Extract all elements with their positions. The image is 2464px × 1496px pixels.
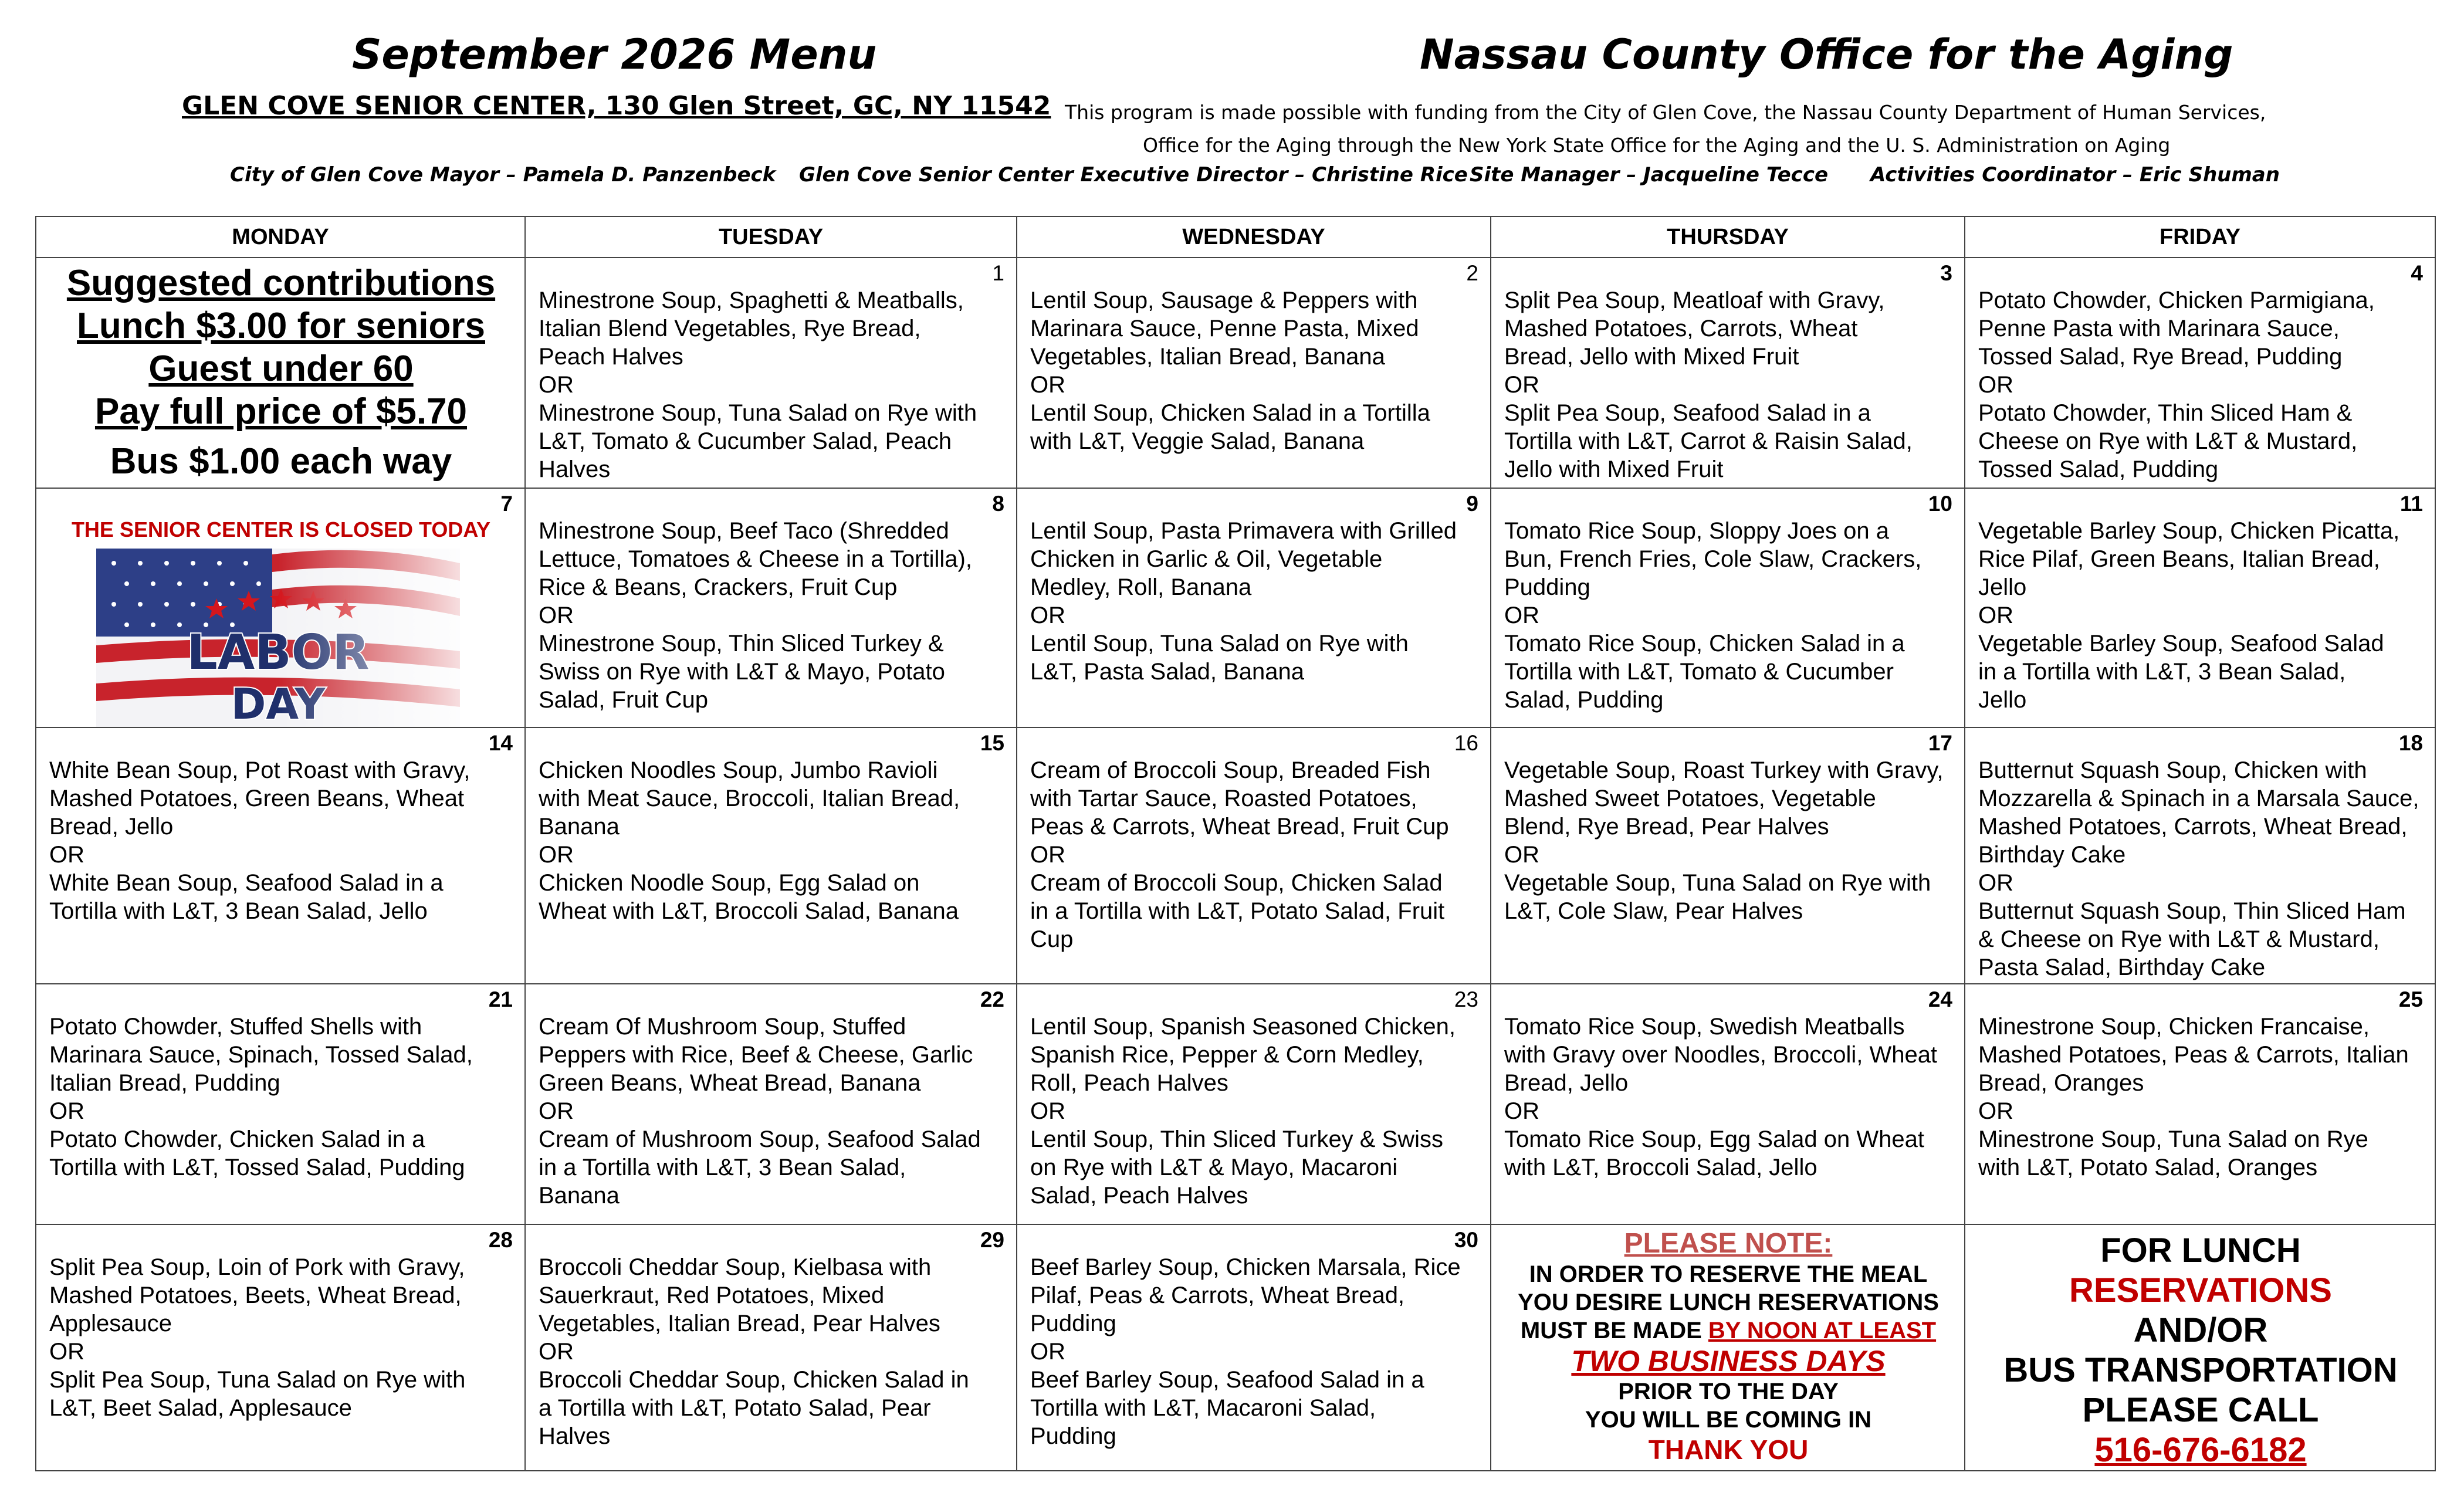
menu-line: Lentil Soup, Spanish Seasoned Chicken, <box>1030 1014 1456 1040</box>
menu-line: Mashed Potatoes, Carrots, Wheat <box>1504 316 1858 341</box>
menu-line: Jello <box>1978 687 2027 713</box>
menu-line: Jello <box>1978 574 2027 600</box>
menu-line: Rice & Beans, Crackers, Fruit Cup <box>539 574 898 600</box>
menu-line: Broccoli Cheddar Soup, Kielbasa with <box>539 1254 932 1280</box>
menu-line: Potato Chowder, Stuffed Shells with <box>49 1014 422 1040</box>
or-separator: OR <box>1030 372 1065 398</box>
menu-line: Lentil Soup, Thin Sliced Turkey & Swiss <box>1030 1126 1444 1152</box>
day-cell-11 <box>1965 488 2435 727</box>
day-cell-25 <box>1965 984 2435 1224</box>
day-cell-18 <box>1965 727 2435 984</box>
menu-line: Swiss on Rye with L&T & Mayo, Potato <box>539 659 945 685</box>
menu-line: Cheese on Rye with L&T & Mustard, <box>1978 428 2358 454</box>
phone-number-link[interactable]: 516-676-6182 <box>2094 1431 2307 1469</box>
menu-line: Cream of Broccoli Soup, Breaded Fish <box>1030 757 1431 783</box>
menu-line: Pasta Salad, Birthday Cake <box>1978 955 2266 980</box>
menu-line: Salad, Peach Halves <box>1030 1183 1248 1209</box>
menu-line: Lentil Soup, Sausage & Peppers with <box>1030 287 1418 313</box>
menu-line: Mashed Sweet Potatoes, Vegetable <box>1504 786 1876 811</box>
funding-line-1: This program is made possible with funding from the City of Glen Cove, the Nassau County Department of Human Services, <box>1065 101 2266 124</box>
note-deadline: BY NOON AT LEAST <box>1708 1318 1937 1343</box>
day-number: 4 <box>2411 261 2423 285</box>
menu-line: Applesauce <box>49 1311 172 1336</box>
or-separator: OR <box>1030 1339 1065 1365</box>
menu-line: Medley, Roll, Banana <box>1030 574 1252 600</box>
day-cell-21 <box>36 984 525 1224</box>
menu-line: Mashed Potatoes, Peas & Carrots, Italian <box>1978 1042 2409 1068</box>
menu-line: Banana <box>539 1183 620 1209</box>
menu-line: L&T, Tomato & Cucumber Salad, Peach <box>539 428 952 454</box>
contributions-bus-fare: Bus $1.00 each way <box>110 441 452 482</box>
menu-line: Split Pea Soup, Tuna Salad on Rye with <box>49 1367 466 1393</box>
day-cell-29 <box>525 1224 1017 1471</box>
menu-line: Tossed Salad, Pudding <box>1978 456 2219 482</box>
menu-line: Vegetable Barley Soup, Seafood Salad <box>1978 631 2384 656</box>
or-separator: OR <box>1504 1098 1539 1124</box>
menu-line: Vegetables, Italian Bread, Banana <box>1030 344 1385 370</box>
day-number: 7 <box>500 492 513 516</box>
menu-line: Tortilla with L&T, Tossed Salad, Pudding <box>49 1155 465 1180</box>
menu-line: Mozzarella & Spinach in a Marsala Sauce, <box>1978 786 2419 811</box>
menu-line: Chicken Noodles Soup, Jumbo Ravioli <box>539 757 938 783</box>
call-info-cell <box>1965 1224 2435 1471</box>
menu-calendar <box>35 216 2436 1471</box>
funding-line-2: Office for the Aging through the New York State Office for the Aging and the U. S. Administration on Aging <box>1143 134 2171 157</box>
menu-line: Split Pea Soup, Seafood Salad in a <box>1504 400 1871 426</box>
menu-line: Marinara Sauce, Spinach, Tossed Salad, <box>49 1042 473 1068</box>
menu-line: Lentil Soup, Tuna Salad on Rye with <box>1030 631 1409 656</box>
note-thank-you: THANK YOU <box>1648 1434 1809 1465</box>
menu-line: Tomato Rice Soup, Swedish Meatballs <box>1504 1014 1905 1040</box>
menu-line: Potato Chowder, Thin Sliced Ham & <box>1978 400 2353 426</box>
menu-line: White Bean Soup, Pot Roast with Gravy, <box>49 757 471 783</box>
weekday-header: THURSDAY <box>1491 216 1965 258</box>
or-separator: OR <box>1504 842 1539 868</box>
menu-line: Beef Barley Soup, Seafood Salad in a <box>1030 1367 1424 1393</box>
week-row <box>36 984 2435 1224</box>
day-cell-15 <box>525 727 1017 984</box>
menu-line: Split Pea Soup, Loin of Pork with Gravy, <box>49 1254 465 1280</box>
call-reservations: RESERVATIONS <box>2069 1271 2332 1309</box>
call-line: AND/OR <box>2133 1311 2268 1349</box>
day-number: 30 <box>1454 1228 1478 1252</box>
menu-line: Italian Bread, Pudding <box>49 1070 280 1096</box>
day-cell-8 <box>525 488 1017 727</box>
menu-line: Peach Halves <box>539 344 683 370</box>
day-number: 18 <box>2398 731 2423 755</box>
menu-line: Green Beans, Wheat Bread, Banana <box>539 1070 921 1096</box>
reservation-note-cell <box>1491 1224 1965 1471</box>
menu-line: Roll, Peach Halves <box>1030 1070 1228 1096</box>
menu-line: Salad, Fruit Cup <box>539 687 709 713</box>
menu-line: Tossed Salad, Rye Bread, Pudding <box>1978 344 2343 370</box>
or-separator: OR <box>539 1098 574 1124</box>
closed-notice: THE SENIOR CENTER IS CLOSED TODAY <box>71 517 491 541</box>
day-number: 21 <box>488 987 513 1011</box>
weekday-header: WEDNESDAY <box>1017 216 1491 258</box>
menu-line: in a Tortilla with L&T, 3 Bean Salad, <box>1978 659 2346 685</box>
menu-line: Tomato Rice Soup, Egg Salad on Wheat <box>1504 1126 1924 1152</box>
or-separator: OR <box>1978 1098 2013 1124</box>
menu-line: Beef Barley Soup, Chicken Marsala, Rice <box>1030 1254 1461 1280</box>
menu-line: & Cheese on Rye with L&T & Mustard, <box>1978 926 2380 952</box>
or-separator: OR <box>1030 603 1065 628</box>
day-cell-7-closed <box>36 488 525 727</box>
menu-line: Mashed Potatoes, Carrots, Wheat Bread, <box>1978 814 2408 840</box>
or-separator: OR <box>49 842 84 868</box>
note-heading: PLEASE NOTE: <box>1624 1228 1833 1259</box>
menu-line: Butternut Squash Soup, Chicken with <box>1978 757 2367 783</box>
or-separator: OR <box>1504 603 1539 628</box>
menu-line: Bread, Jello with Mixed Fruit <box>1504 344 1799 370</box>
menu-line: Minestrone Soup, Beef Taco (Shredded <box>539 518 949 544</box>
menu-line: with L&T, Veggie Salad, Banana <box>1030 428 1365 454</box>
menu-line: Mashed Potatoes, Green Beans, Wheat <box>49 786 465 811</box>
day-number: 24 <box>1928 987 1952 1011</box>
menu-line: Penne Pasta with Marinara Sauce, <box>1978 316 2340 341</box>
menu-line: Minestrone Soup, Tuna Salad on Rye <box>1978 1126 2368 1152</box>
day-cell-30 <box>1017 1224 1491 1471</box>
week-row <box>36 727 2435 984</box>
menu-line: Broccoli Cheddar Soup, Chicken Salad in <box>539 1367 969 1393</box>
day-number: 10 <box>1928 492 1952 516</box>
menu-line: in a Tortilla with L&T, Potato Salad, Fruit <box>1030 898 1445 924</box>
menu-line: with L&T, Broccoli Salad, Jello <box>1504 1155 1817 1180</box>
menu-line: Bread, Jello <box>49 814 174 840</box>
menu-line: Halves <box>539 456 611 482</box>
day-number: 9 <box>1466 492 1478 516</box>
day-cell-1 <box>525 258 1017 488</box>
weekday-header: TUESDAY <box>525 216 1017 258</box>
note-line: IN ORDER TO RESERVE THE MEAL <box>1529 1261 1928 1287</box>
day-number: 14 <box>488 731 513 755</box>
menu-line: White Bean Soup, Seafood Salad in a <box>49 870 444 896</box>
menu-line: Marinara Sauce, Penne Pasta, Mixed <box>1030 316 1419 341</box>
menu-line: Pilaf, Peas & Carrots, Wheat Bread, <box>1030 1282 1405 1308</box>
menu-line: Sauerkraut, Red Potatoes, Mixed <box>539 1282 885 1308</box>
week-row <box>36 488 2435 727</box>
day-number: 23 <box>1454 987 1478 1011</box>
menu-line: Pudding <box>1030 1311 1116 1336</box>
menu-line: Tortilla with L&T, Macaroni Salad, <box>1030 1395 1376 1421</box>
menu-line: Jello with Mixed Fruit <box>1504 456 1724 482</box>
day-number: 11 <box>2399 492 2423 516</box>
note-line <box>1504 1316 1952 1345</box>
day-cell-2 <box>1017 258 1491 488</box>
note-line: PRIOR TO THE DAY <box>1618 1379 1839 1404</box>
contributions-heading: Suggested contributions <box>66 263 496 303</box>
day-cell-17 <box>1491 727 1965 984</box>
day-cell-4 <box>1965 258 2435 488</box>
menu-line: Peppers with Rice, Beef & Cheese, Garlic <box>539 1042 973 1068</box>
day-number: 1 <box>992 261 1004 285</box>
menu-line: Vegetable Barley Soup, Chicken Picatta, <box>1978 518 2400 544</box>
menu-line: on Rye with L&T & Mayo, Macaroni <box>1030 1155 1398 1180</box>
weekday-header: FRIDAY <box>1965 216 2435 258</box>
menu-line: Italian Blend Vegetables, Rye Bread, <box>539 316 921 341</box>
menu-line: Bread, Oranges <box>1978 1070 2144 1096</box>
contributions-lunch-price: Lunch $3.00 for seniors <box>77 306 485 346</box>
menu-line: Minestrone Soup, Tuna Salad on Rye with <box>539 400 977 426</box>
day-cell-16 <box>1017 727 1491 984</box>
menu-line: Cream Of Mushroom Soup, Stuffed <box>539 1014 906 1040</box>
center-address: GLEN COVE SENIOR CENTER, 130 Glen Street, GC, NY 11542 <box>182 91 1051 121</box>
week-row <box>36 1224 2435 1471</box>
menu-line: Spanish Rice, Pepper & Corn Medley, <box>1030 1042 1424 1068</box>
menu-line: Pudding <box>1504 574 1590 600</box>
menu-line: Cream of Mushroom Soup, Seafood Salad <box>539 1126 981 1152</box>
day-cell-23 <box>1017 984 1491 1224</box>
or-separator: OR <box>1030 1098 1065 1124</box>
day-number: 22 <box>980 987 1004 1011</box>
menu-line: Lettuce, Tomatoes & Cheese in a Tortilla), <box>539 546 972 572</box>
menu-line: Lentil Soup, Pasta Primavera with Grilled <box>1030 518 1457 544</box>
or-separator: OR <box>1504 372 1539 398</box>
staff-director: Glen Cove Senior Center Executive Director – Christine Rice <box>799 163 1468 187</box>
menu-line: Potato Chowder, Chicken Salad in a <box>49 1126 425 1152</box>
menu-line: Chicken Noodle Soup, Egg Salad on <box>539 870 920 896</box>
menu-line: Blend, Rye Bread, Pear Halves <box>1504 814 1829 840</box>
menu-line: Split Pea Soup, Meatloaf with Gravy, <box>1504 287 1885 313</box>
day-number: 2 <box>1466 261 1478 285</box>
note-line: YOU DESIRE LUNCH RESERVATIONS <box>1518 1289 1939 1315</box>
or-separator: OR <box>49 1339 84 1365</box>
day-number: 28 <box>488 1228 513 1252</box>
menu-line: L&T, Beet Salad, Applesauce <box>49 1395 352 1421</box>
menu-line: Vegetables, Italian Bread, Pear Halves <box>539 1311 940 1336</box>
or-separator: OR <box>539 603 574 628</box>
menu-line: Chicken in Garlic & Oil, Vegetable <box>1030 546 1383 572</box>
or-separator: OR <box>1978 870 2013 896</box>
or-separator: OR <box>539 842 574 868</box>
staff-site-manager: Site Manager – Jacqueline Tecce <box>1470 163 1829 187</box>
menu-line: Halves <box>539 1423 611 1449</box>
menu-line: Banana <box>539 814 620 840</box>
call-line: FOR LUNCH <box>2100 1231 2301 1270</box>
menu-line: with Gravy over Noodles, Broccoli, Wheat <box>1504 1042 1938 1068</box>
office-title: Nassau County Office for the Aging <box>1420 31 2233 79</box>
menu-line: Cream of Broccoli Soup, Chicken Salad <box>1030 870 1443 896</box>
menu-line: Tortilla with L&T, Carrot & Raisin Salad, <box>1504 428 1913 454</box>
menu-line: with Tartar Sauce, Roasted Potatoes, <box>1030 786 1417 811</box>
menu-line: Tomato Rice Soup, Sloppy Joes on a <box>1504 518 1889 544</box>
or-separator: OR <box>539 372 574 398</box>
menu-line: with L&T, Potato Salad, Oranges <box>1978 1155 2318 1180</box>
menu-title: September 2026 Menu <box>352 31 877 79</box>
weekday-header-row <box>36 216 2435 258</box>
contributions-guest: Guest under 60 <box>148 348 414 389</box>
or-separator: OR <box>1978 372 2013 398</box>
day-number: 25 <box>2398 987 2423 1011</box>
labor-day-image <box>96 549 460 727</box>
menu-line: Pudding <box>1030 1423 1116 1449</box>
menu-line: Tortilla with L&T, 3 Bean Salad, Jello <box>49 898 428 924</box>
menu-line: Bread, Jello <box>1504 1070 1629 1096</box>
or-separator: OR <box>49 1098 84 1124</box>
contributions-cell <box>36 258 525 488</box>
note-two-business-days: TWO BUSINESS DAYS <box>1571 1345 1886 1377</box>
menu-line: Tortilla with L&T, Tomato & Cucumber <box>1504 659 1894 685</box>
day-number: 16 <box>1454 731 1478 755</box>
menu-line: Wheat with L&T, Broccoli Salad, Banana <box>539 898 959 924</box>
menu-line: L&T, Pasta Salad, Banana <box>1030 659 1304 685</box>
menu-line: Lentil Soup, Chicken Salad in a Tortilla <box>1030 400 1430 426</box>
menu-line: Birthday Cake <box>1978 842 2126 868</box>
day-cell-22 <box>525 984 1017 1224</box>
week-row <box>36 258 2435 488</box>
menu-line: Rice Pilaf, Green Beans, Italian Bread, <box>1978 546 2380 572</box>
day-number: 8 <box>992 492 1004 516</box>
menu-line: Minestrone Soup, Thin Sliced Turkey & <box>539 631 944 656</box>
menu-line: in a Tortilla with L&T, 3 Bean Salad, <box>539 1155 906 1180</box>
day-cell-3 <box>1491 258 1965 488</box>
staff-activities-coordinator: Activities Coordinator – Eric Shuman <box>1870 163 2280 187</box>
menu-line: Vegetable Soup, Roast Turkey with Gravy, <box>1504 757 1944 783</box>
menu-line: Salad, Pudding <box>1504 687 1664 713</box>
menu-line: with Meat Sauce, Broccoli, Italian Bread, <box>539 786 960 811</box>
menu-line: Bun, French Fries, Cole Slaw, Crackers, <box>1504 546 1922 572</box>
menu-line: L&T, Cole Slaw, Pear Halves <box>1504 898 1803 924</box>
contributions-full-price: Pay full price of $5.70 <box>94 391 468 432</box>
day-cell-9 <box>1017 488 1491 727</box>
menu-line: Vegetable Soup, Tuna Salad on Rye with <box>1504 870 1931 896</box>
menu-line: Minestrone Soup, Chicken Francaise, <box>1978 1014 2370 1040</box>
note-line-part: MUST BE MADE <box>1520 1318 1708 1343</box>
menu-line: Cup <box>1030 926 1074 952</box>
menu-line: Butternut Squash Soup, Thin Sliced Ham <box>1978 898 2406 924</box>
menu-line: Peas & Carrots, Wheat Bread, Fruit Cup <box>1030 814 1449 840</box>
or-separator: OR <box>1030 842 1065 868</box>
day-number: 29 <box>980 1228 1004 1252</box>
menu-line: Mashed Potatoes, Beets, Wheat Bread, <box>49 1282 462 1308</box>
menu-line: Minestrone Soup, Spaghetti & Meatballs, <box>539 287 964 313</box>
menu-line: a Tortilla with L&T, Potato Salad, Pear <box>539 1395 931 1421</box>
menu-line: Tomato Rice Soup, Chicken Salad in a <box>1504 631 1905 656</box>
weekday-header: MONDAY <box>36 216 525 258</box>
or-separator: OR <box>539 1339 574 1365</box>
day-number: 3 <box>1940 261 1952 285</box>
menu-line: Potato Chowder, Chicken Parmigiana, <box>1978 287 2375 313</box>
day-cell-14 <box>36 727 525 984</box>
day-cell-28 <box>36 1224 525 1471</box>
day-number: 17 <box>1928 731 1952 755</box>
day-cell-24 <box>1491 984 1965 1224</box>
day-cell-10 <box>1491 488 1965 727</box>
call-line: PLEASE CALL <box>2082 1391 2319 1429</box>
or-separator: OR <box>1978 603 2013 628</box>
note-line: YOU WILL BE COMING IN <box>1585 1407 1872 1433</box>
staff-mayor: City of Glen Cove Mayor – Pamela D. Panzenbeck <box>230 163 776 187</box>
day-number: 15 <box>980 731 1004 755</box>
call-line: BUS TRANSPORTATION <box>2003 1351 2398 1389</box>
